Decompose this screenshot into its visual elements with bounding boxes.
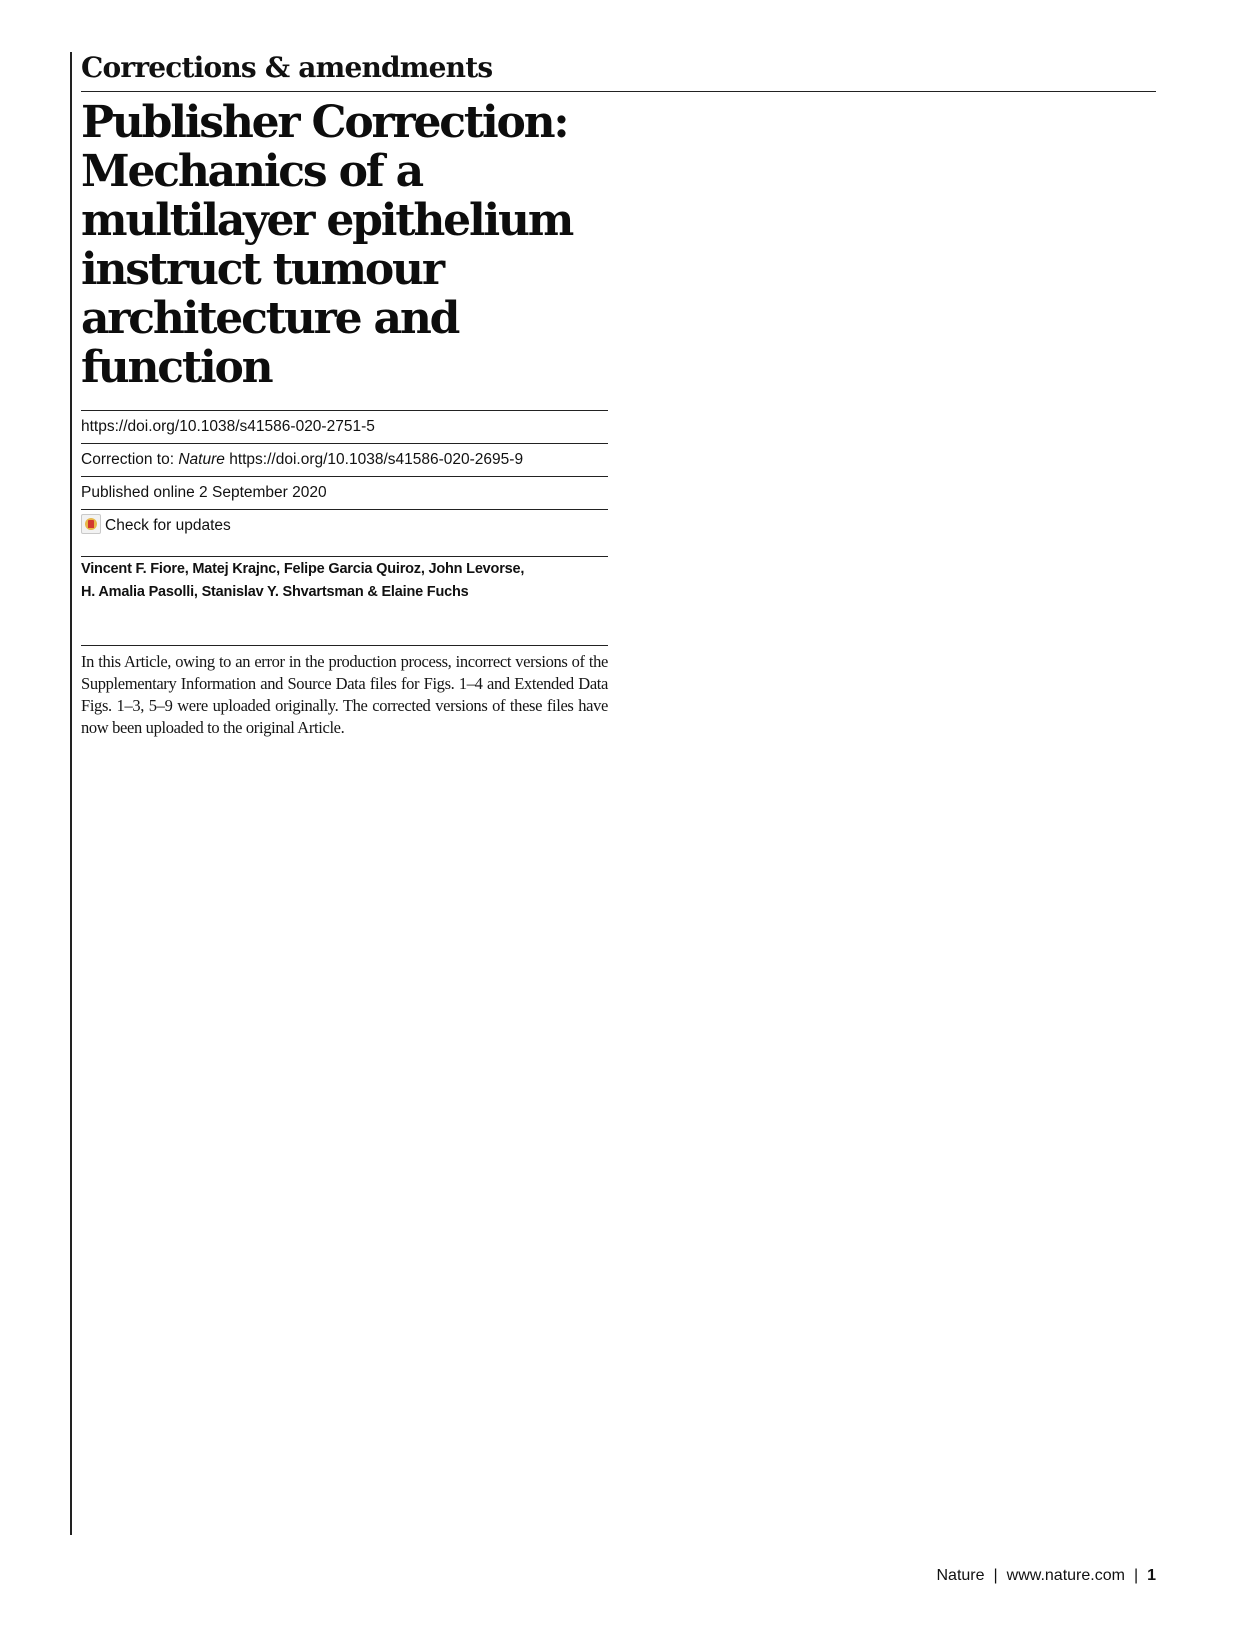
correction-doi-link[interactable]: https://doi.org/10.1038/s41586-020-2695-9	[229, 451, 524, 468]
check-updates-label: Check for updates	[105, 517, 231, 534]
article-title: Publisher Correction: Mechanics of a multilayer epithelium instruct tumour architecture and function	[81, 97, 573, 393]
correction-text: In this Article, owing to an error in the production process, incorrect versions of the Supplementary Information and Source Data files for Figs. 1–4 and Extended Data Figs. 1–3, 5–9 were uploaded originally. The corrected versions of these files have now been uploaded to the original Article.	[81, 652, 608, 737]
published-row	[81, 477, 608, 510]
body-rule	[81, 645, 608, 646]
authors-line-1: Vincent F. Fiore, Matej Krajnc, Felipe Garcia Quiroz, John Levorse,	[81, 561, 525, 577]
check-for-updates-button[interactable]	[81, 517, 231, 534]
correction-prefix: Correction to:	[81, 451, 175, 468]
correction-row	[81, 444, 608, 477]
header-rule	[81, 91, 1156, 92]
published-date: Published online 2 September 2020	[81, 484, 327, 501]
doi-link[interactable]: https://doi.org/10.1038/s41586-020-2751-5	[81, 418, 375, 435]
footer-separator-2: |	[1133, 1567, 1139, 1584]
page-footer	[936, 1566, 1156, 1586]
check-updates-row	[81, 510, 608, 557]
doi-row	[81, 411, 608, 444]
footer-website-link[interactable]: www.nature.com	[1006, 1567, 1125, 1584]
margin-rule	[70, 52, 72, 1535]
correction-journal: Nature	[178, 451, 225, 468]
section-label: Corrections & amendments	[81, 51, 493, 84]
authors-line-2: H. Amalia Pasolli, Stanislav Y. Shvartsman & Elaine Fuchs	[81, 584, 469, 600]
page-number: 1	[1147, 1567, 1156, 1584]
check-updates-icon	[81, 514, 101, 534]
footer-journal: Nature	[936, 1567, 985, 1584]
author-list	[81, 558, 608, 604]
article-metadata	[81, 410, 608, 557]
footer-separator: |	[993, 1567, 998, 1584]
